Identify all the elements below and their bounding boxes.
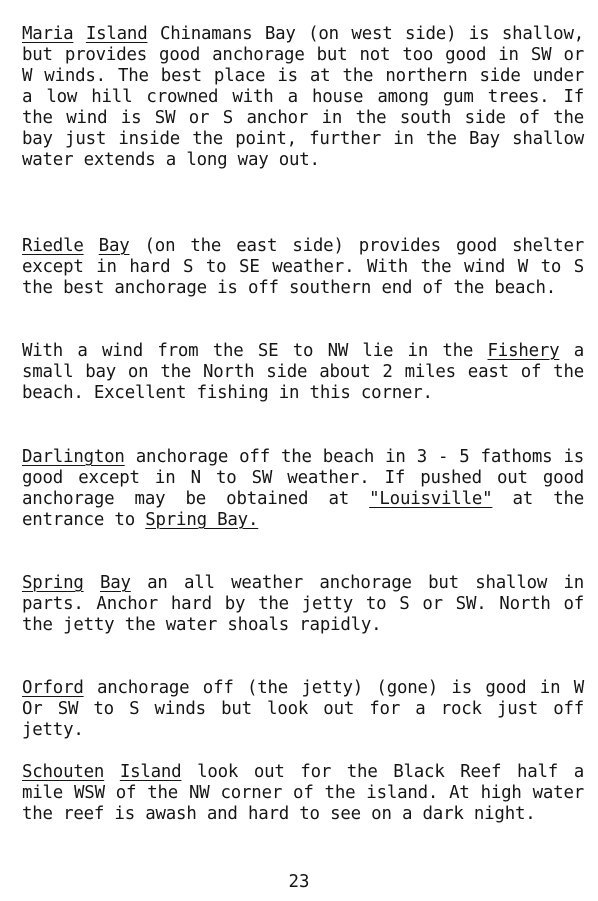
- place-name: Riedle: [22, 236, 84, 256]
- paragraph-fishery: [22, 341, 584, 404]
- place-name: Bay: [98, 236, 130, 256]
- paragraph-text: (on the east side) provides good shelter except in hard S to SE weather. With the wind W to S the best anchorage is off southern end of the beach.: [22, 236, 584, 298]
- paragraph-text: With a wind from the SE to NW lie in the: [22, 341, 488, 361]
- place-name: Island: [119, 762, 182, 782]
- paragraph-spring-bay: [22, 573, 584, 636]
- paragraph-text: anchorage off the beach in 3 - 5 fathoms is good except in N to SW weather. If pushed out good anchorage may be obtained at: [22, 447, 584, 509]
- paragraph-text: at the entrance to: [22, 489, 584, 530]
- paragraph-orford: [22, 678, 584, 741]
- paragraph-text: look out for the Black Reef half a mile WSW of the NW corner of the island. At high water the reef is awash and hard to see on a dark night.: [22, 762, 584, 824]
- place-name: Schouten: [22, 762, 105, 782]
- paragraph-riedle-bay: [22, 236, 584, 299]
- place-name: Orford: [22, 678, 84, 698]
- paragraph-maria-island: [22, 24, 584, 171]
- paragraph-text: a small bay on the North side about 2 miles east of the beach. Excellent fishing in this corner.: [22, 341, 585, 403]
- place-name: Darlington: [22, 447, 125, 467]
- place-name: Island: [85, 24, 148, 44]
- place-name: Bay: [99, 573, 131, 593]
- page-number: 23: [288, 872, 310, 892]
- paragraph-darlington: [22, 447, 584, 531]
- paragraph-text: anchorage off (the jetty) (gone) is good in W Or SW to S winds but look out for a rock just off jetty.: [22, 678, 584, 740]
- place-name: Fishery: [487, 341, 560, 361]
- paragraph-text: an all weather anchorage but shallow in parts. Anchor hard by the jetty to S or SW. North of the jetty the water shoals rapidly.: [22, 573, 584, 635]
- paragraph-text: Chinamans Bay (on west side) is shallow, but provides good anchorage but not too good in SW or W winds. The best place is at the northern side under a low hill crowned with a house among gum trees. If the wind is SW or S anchor in the south side of the bay just inside the point, further in the Bay shallow water extends a long way out.: [22, 24, 584, 170]
- place-name: "Louisville": [369, 489, 493, 509]
- place-name: Spring Bay.: [145, 510, 259, 530]
- place-name: Spring: [22, 573, 84, 593]
- place-name: Maria: [22, 24, 74, 44]
- paragraph-schouten-island: [22, 762, 584, 825]
